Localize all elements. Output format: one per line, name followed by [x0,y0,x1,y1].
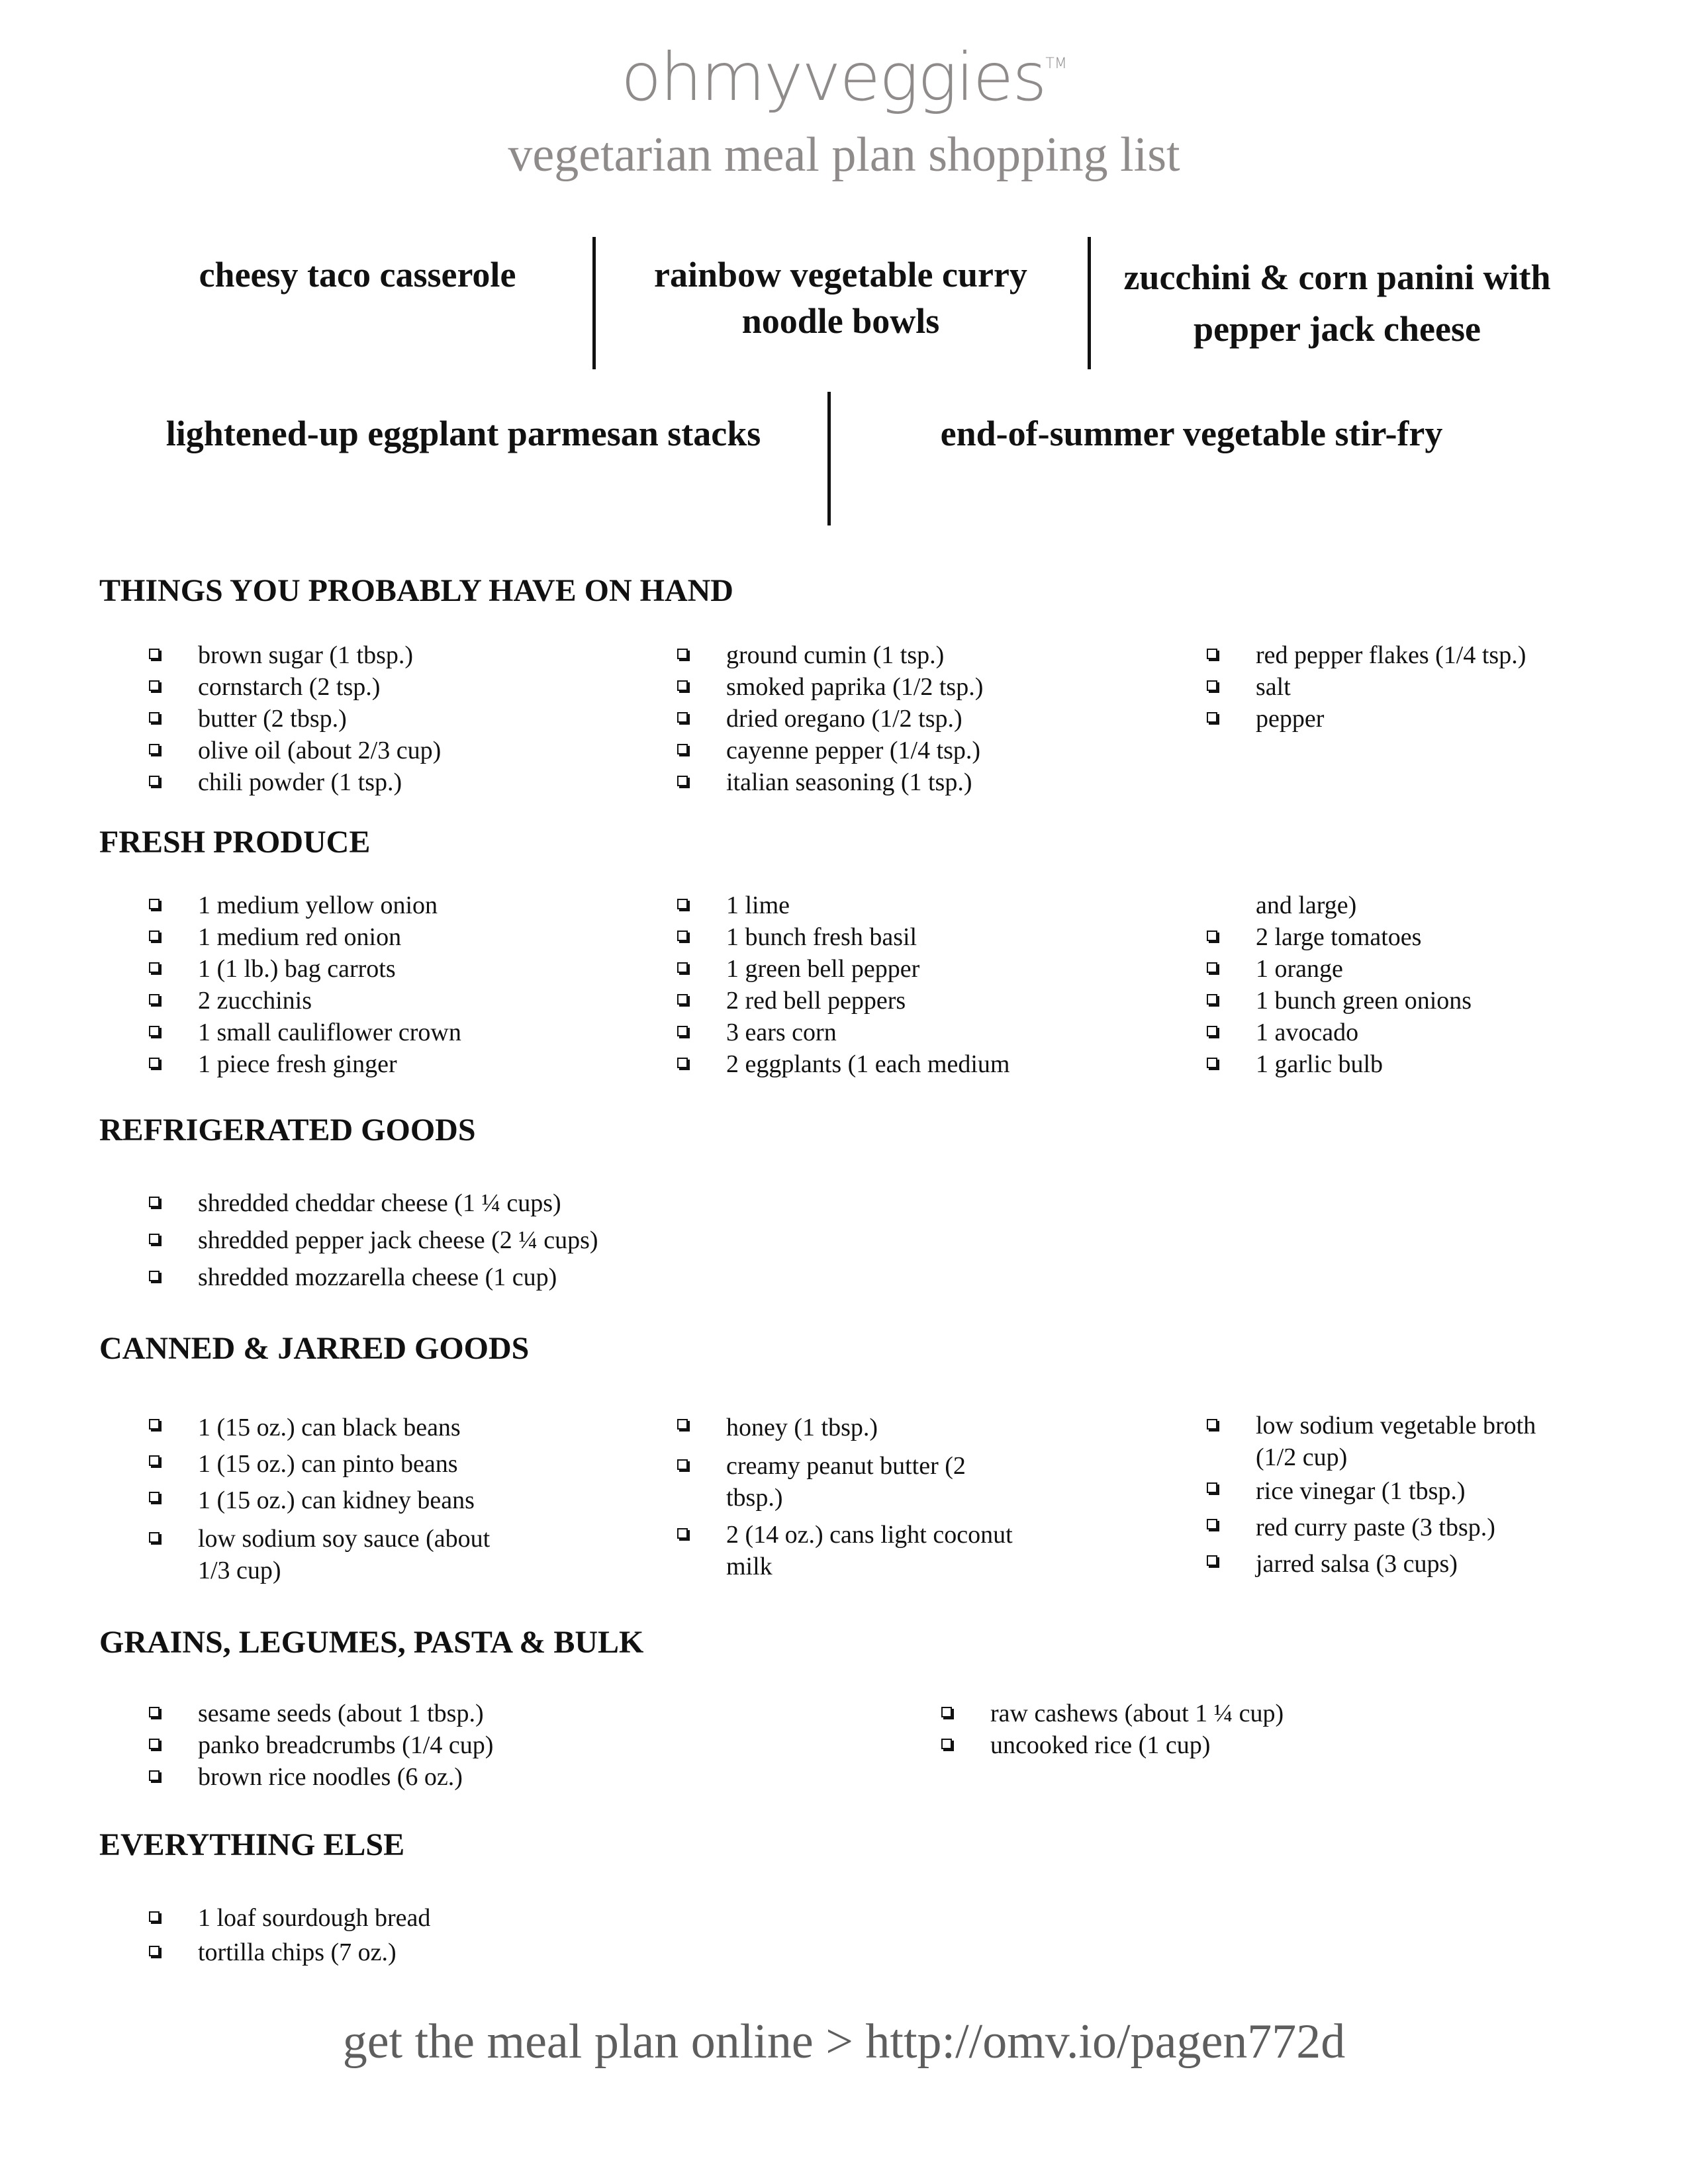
list-item [1207,703,1657,735]
item-label: creamy peanut butter (2 [726,1452,966,1480]
list-item [1207,1546,1657,1582]
checkbox-icon[interactable] [1207,1026,1217,1036]
checkbox-icon[interactable] [1207,1058,1217,1068]
checkbox-icon[interactable] [677,680,688,691]
list-item [1207,639,1657,671]
checkbox-icon[interactable] [677,1528,688,1539]
list-item [149,1761,877,1793]
item-label: rice vinegar (1 tbsp.) [1256,1477,1466,1505]
item-label-cont: tbsp.) [726,1484,783,1512]
list-item [677,1017,1180,1048]
divider [827,392,831,525]
list-item [941,1729,1603,1761]
item-label: panko breadcrumbs (1/4 cup) [198,1731,494,1759]
checkbox-icon[interactable] [149,1058,160,1068]
list-item [149,1222,745,1259]
list-item [1207,1410,1657,1473]
list-item [149,889,639,921]
item-label: 1 loaf sourdough bread [198,1904,431,1932]
list-item [149,639,639,671]
checkbox-icon[interactable] [149,1419,160,1430]
list-item [941,1698,1603,1729]
checkbox-icon[interactable] [149,1197,160,1207]
checkbox-icon[interactable] [149,1707,160,1717]
checkbox-icon[interactable] [677,744,688,754]
list-item [1207,671,1657,703]
list-item [149,985,639,1017]
checkbox-icon[interactable] [149,994,160,1005]
item-label: 1 orange [1256,955,1343,983]
list-else-col1 [149,1901,877,1970]
list-item [149,921,639,953]
list-item [1207,985,1657,1017]
footer-link-text[interactable]: get the meal plan online > http://omv.io/pagen772d [342,2015,1346,2069]
item-label: jarred salsa (3 cups) [1256,1550,1458,1578]
item-label: 1 piece fresh ginger [198,1050,397,1078]
item-label: butter (2 tbsp.) [198,705,347,733]
checkbox-icon[interactable] [149,1455,160,1466]
item-label: 1 avocado [1256,1019,1359,1046]
list-item [1207,1048,1657,1080]
list-item [677,921,1180,953]
checkbox-icon[interactable] [1207,712,1217,723]
checkbox-icon[interactable] [149,680,160,691]
list-item [677,1048,1180,1080]
item-label: uncooked rice (1 cup) [990,1731,1211,1759]
checkbox-icon[interactable] [1207,649,1217,659]
checkbox-icon[interactable] [149,1739,160,1749]
section-title-refrigerated: REFRIGERATED GOODS [99,1113,476,1148]
item-label: red curry paste (3 tbsp.) [1256,1514,1495,1541]
list-item [149,671,639,703]
list-item [677,1410,1180,1446]
recipe-title: cheesy taco casserole [199,255,516,295]
list-item [149,703,639,735]
checkbox-icon[interactable] [1207,1482,1217,1493]
checkbox-icon[interactable] [149,1532,160,1543]
item-label: and large) [1256,891,1357,919]
list-item [149,1935,877,1970]
list-on-hand-col3 [1207,639,1657,735]
brand-logo [0,38,1688,116]
recipe-title: lightened-up eggplant parmesan stacks [165,414,761,453]
list-produce-col3 [1207,889,1657,1080]
checkbox-icon[interactable] [149,1911,160,1922]
item-label: 1 small cauliflower crown [198,1019,461,1046]
list-grains-col2 [941,1698,1603,1761]
item-label: red pepper flakes (1/4 tsp.) [1256,641,1526,669]
item-label: 1 bunch green onions [1256,987,1472,1015]
item-label: 1 (1 lb.) bag carrots [198,955,396,983]
checkbox-icon[interactable] [677,1419,688,1430]
checkbox-icon[interactable] [1207,680,1217,691]
list-grains-col1 [149,1698,877,1793]
recipe-title: end-of-summer vegetable stir-fry [940,414,1443,453]
checkbox-icon[interactable] [941,1707,952,1717]
item-label: 2 red bell peppers [726,987,906,1015]
list-item [149,1017,639,1048]
item-label: honey (1 tbsp.) [726,1414,878,1441]
list-item-continuation [1207,889,1657,921]
checkbox-icon[interactable] [677,931,688,941]
item-label: tortilla chips (7 oz.) [198,1938,397,1966]
section-title-produce: FRESH PRODUCE [99,825,371,860]
item-label: cornstarch (2 tsp.) [198,673,381,701]
item-label: ground cumin (1 tsp.) [726,641,945,669]
list-item [1207,1473,1657,1510]
list-item [149,1446,639,1482]
divider [1088,237,1091,369]
checkbox-icon[interactable] [1207,931,1217,941]
list-item [1207,1017,1657,1048]
list-produce-col1 [149,889,639,1080]
document-title: vegetarian meal plan shopping list [508,128,1180,182]
list-item [677,671,1180,703]
item-label: sesame seeds (about 1 tbsp.) [198,1700,484,1727]
logo-text: ohmyveggies [621,38,1046,116]
list-refrigerated-col1 [149,1185,745,1296]
checkbox-icon[interactable] [149,899,160,909]
item-label: low sodium soy sauce (about [198,1525,491,1553]
item-label: 1 medium red onion [198,923,402,951]
item-label: 3 ears corn [726,1019,837,1046]
checkbox-icon[interactable] [677,994,688,1005]
checkbox-icon[interactable] [149,1770,160,1781]
checkbox-icon[interactable] [677,1026,688,1036]
list-item [677,889,1180,921]
list-item [677,639,1180,671]
item-label: 2 large tomatoes [1256,923,1422,951]
list-item [149,953,639,985]
checkbox-icon[interactable] [1207,1519,1217,1529]
item-label-cont: milk [726,1553,773,1580]
item-label: shredded pepper jack cheese (2 ¼ cups) [198,1226,598,1254]
item-label-cont: (1/2 cup) [1256,1443,1348,1471]
section-title-canned: CANNED & JARRED GOODS [99,1331,530,1366]
list-item [149,1901,877,1935]
list-canned-col1 [149,1410,639,1586]
list-item [149,1185,745,1222]
item-label: cayenne pepper (1/4 tsp.) [726,737,981,764]
checkbox-icon[interactable] [677,962,688,973]
item-label: 1 (15 oz.) can black beans [198,1414,461,1441]
list-canned-col3 [1207,1410,1657,1582]
list-item [677,1519,1180,1582]
item-label: low sodium vegetable broth [1256,1412,1536,1439]
section-title-on-hand: THINGS YOU PROBABLY HAVE ON HAND [99,573,733,608]
item-label: raw cashews (about 1 ¼ cup) [990,1700,1284,1727]
checkbox-icon[interactable] [677,776,688,786]
list-item [149,1410,639,1446]
checkbox-icon[interactable] [149,1492,160,1502]
list-item [149,1729,877,1761]
checkbox-icon[interactable] [149,649,160,659]
checkbox-icon[interactable] [677,1459,688,1470]
checkbox-icon[interactable] [677,649,688,659]
checkbox-icon[interactable] [1207,994,1217,1005]
checkbox-icon[interactable] [1207,1555,1217,1566]
list-item [1207,1510,1657,1546]
recipe-title: rainbow vegetable curry noodle bowls [654,255,1027,341]
item-label: shredded cheddar cheese (1 ¼ cups) [198,1189,561,1217]
item-label: 1 (15 oz.) can kidney beans [198,1486,475,1514]
item-label: 2 (14 oz.) cans light coconut [726,1521,1013,1549]
item-label: salt [1256,673,1291,701]
list-on-hand-col1 [149,639,639,798]
list-item [149,1259,745,1296]
list-item [149,1523,639,1586]
checkbox-icon[interactable] [941,1739,952,1749]
checkbox-icon[interactable] [149,1234,160,1244]
checkbox-icon[interactable] [677,1058,688,1068]
item-label: 1 lime [726,891,790,919]
list-item [149,1698,877,1729]
item-label: 1 medium yellow onion [198,891,438,919]
item-label: chili powder (1 tsp.) [198,768,402,796]
item-label: 2 eggplants (1 each medium [726,1050,1010,1078]
item-label: 1 green bell pepper [726,955,920,983]
checkbox-icon[interactable] [1207,1419,1217,1430]
checkbox-icon[interactable] [677,899,688,909]
item-label: italian seasoning (1 tsp.) [726,768,972,796]
checkbox-icon[interactable] [149,962,160,973]
item-label: 1 garlic bulb [1256,1050,1383,1078]
item-label: 1 (15 oz.) can pinto beans [198,1450,458,1478]
list-item [149,766,639,798]
item-label: brown sugar (1 tbsp.) [198,641,414,669]
section-title-everything-else: EVERYTHING ELSE [99,1827,405,1862]
list-on-hand-col2 [677,639,1180,798]
list-item [677,735,1180,766]
list-item [677,953,1180,985]
item-label: pepper [1256,705,1325,733]
checkbox-icon[interactable] [149,1271,160,1281]
divider [592,237,596,369]
item-label: brown rice noodles (6 oz.) [198,1763,463,1791]
checkbox-icon[interactable] [1207,962,1217,973]
checkbox-icon[interactable] [149,1026,160,1036]
trademark-mark: TM [1045,56,1067,72]
item-label: smoked paprika (1/2 tsp.) [726,673,984,701]
checkbox-icon[interactable] [149,776,160,786]
list-item [1207,953,1657,985]
checkbox-icon[interactable] [677,712,688,723]
item-label: 1 bunch fresh basil [726,923,917,951]
item-label: 2 zucchinis [198,987,312,1015]
recipe-title: zucchini & corn panini with pepper jack cheese [1123,257,1551,349]
list-item [677,766,1180,798]
item-label: dried oregano (1/2 tsp.) [726,705,962,733]
item-label: olive oil (about 2/3 cup) [198,737,442,764]
list-item [149,1048,639,1080]
list-item [149,735,639,766]
checkbox-icon[interactable] [149,931,160,941]
list-canned-col2 [677,1410,1180,1582]
item-label-cont: 1/3 cup) [198,1557,281,1584]
list-item [149,1482,639,1519]
list-item [1207,921,1657,953]
section-title-grains: GRAINS, LEGUMES, PASTA & BULK [99,1625,644,1660]
list-item [677,985,1180,1017]
checkbox-icon[interactable] [149,712,160,723]
item-label: shredded mozzarella cheese (1 cup) [198,1263,557,1291]
list-item [677,703,1180,735]
list-produce-col2 [677,889,1180,1080]
checkbox-icon[interactable] [149,1946,160,1956]
checkbox-icon[interactable] [149,744,160,754]
list-item [677,1450,1180,1514]
